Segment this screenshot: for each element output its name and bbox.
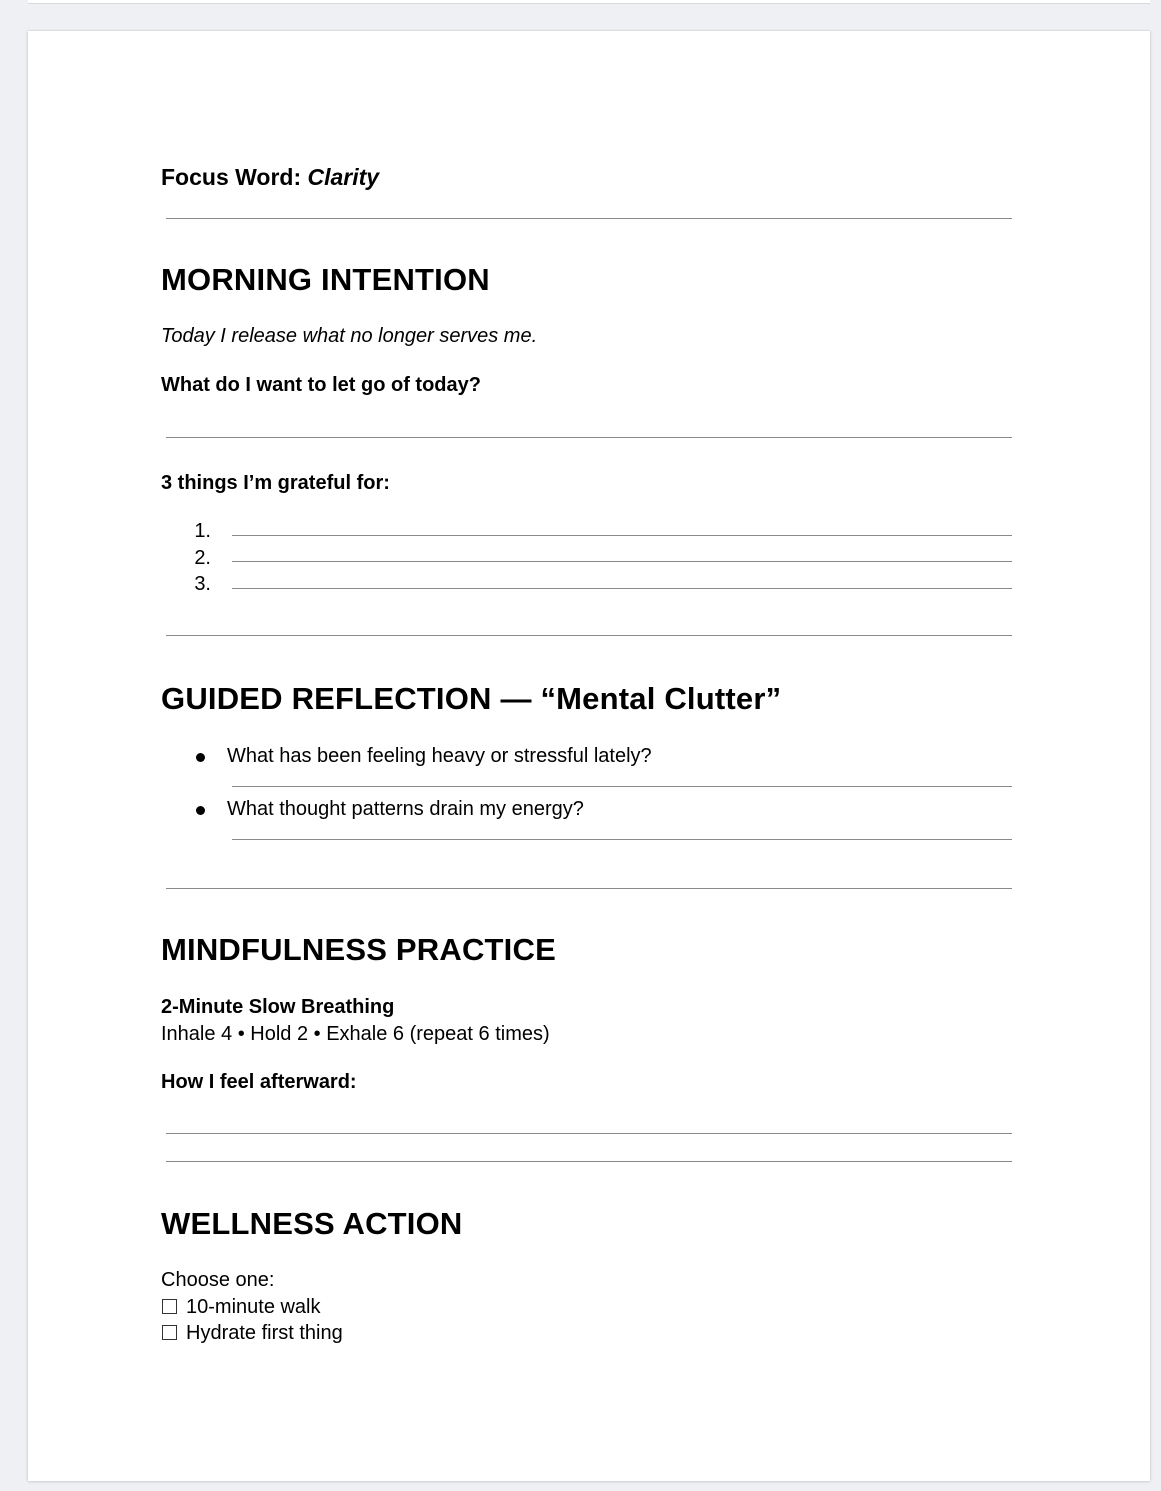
grateful-answer-line-3[interactable] (232, 588, 1012, 589)
let-go-answer-line[interactable] (166, 437, 1012, 438)
focus-word-label: Focus Word: (161, 164, 302, 190)
focus-word (161, 164, 379, 191)
guided-reflection-heading: GUIDED REFLECTION — “Mental Clutter” (161, 681, 782, 716)
morning-affirmation: Today I release what no longer serves me. (161, 325, 538, 347)
divider (166, 888, 1012, 889)
checkbox-icon[interactable] (162, 1325, 177, 1340)
reflection-prompt-1: What has been feeling heavy or stressful lately? (227, 745, 652, 767)
reflection-prompt-2: What thought patterns drain my energy? (227, 798, 584, 820)
journal-page (28, 31, 1150, 1481)
divider (166, 1161, 1012, 1162)
divider (166, 635, 1012, 636)
wellness-option-label: 10-minute walk (186, 1296, 321, 1318)
grateful-answer-line-2[interactable] (232, 561, 1012, 562)
divider (166, 218, 1012, 219)
wellness-option-hydrate[interactable] (162, 1322, 343, 1345)
checkbox-icon[interactable] (162, 1299, 177, 1314)
wellness-option-walk[interactable] (162, 1296, 321, 1319)
grateful-answer-line-1[interactable] (232, 535, 1012, 536)
reflection-answer-line-1[interactable] (232, 786, 1012, 787)
reflection-answer-line-2[interactable] (232, 839, 1012, 840)
grateful-number-3: 3. (194, 573, 211, 595)
bullet-icon (196, 753, 205, 762)
feel-afterward-label: How I feel afterward: (161, 1071, 357, 1093)
choose-one-label: Choose one: (161, 1269, 275, 1291)
wellness-option-label: Hydrate first thing (186, 1322, 343, 1344)
breathing-exercise-detail: Inhale 4 • Hold 2 • Exhale 6 (repeat 6 times) (161, 1023, 550, 1045)
bullet-icon (196, 806, 205, 815)
grateful-label: 3 things I’m grateful for: (161, 472, 390, 494)
focus-word-value: Clarity (307, 164, 380, 190)
previous-page-edge (28, 0, 1150, 4)
morning-intention-heading: MORNING INTENTION (161, 262, 490, 297)
mindfulness-practice-heading: MINDFULNESS PRACTICE (161, 932, 556, 967)
grateful-number-1: 1. (194, 520, 211, 542)
grateful-number-2: 2. (194, 547, 211, 569)
let-go-question: What do I want to let go of today? (161, 374, 481, 396)
wellness-action-heading: WELLNESS ACTION (161, 1206, 463, 1241)
feel-afterward-answer-line[interactable] (166, 1133, 1012, 1134)
breathing-exercise-title: 2-Minute Slow Breathing (161, 996, 395, 1018)
